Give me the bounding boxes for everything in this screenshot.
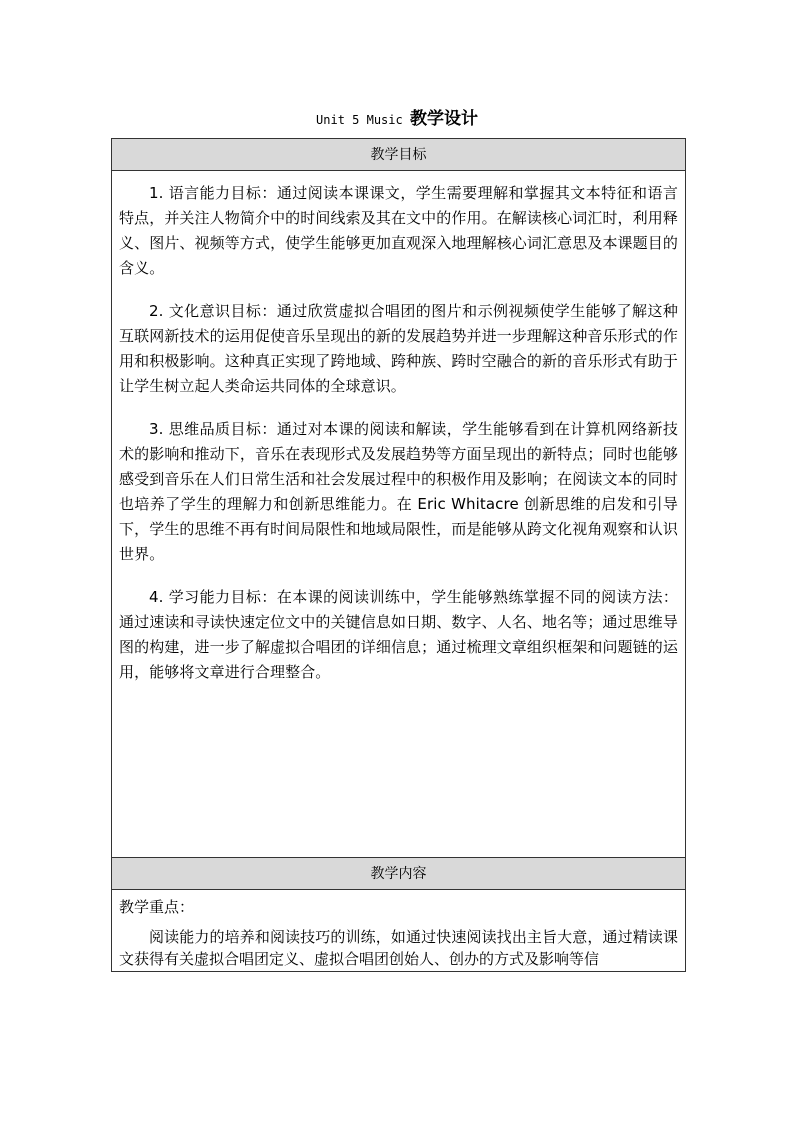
- objectives-cell: [112, 171, 685, 857]
- objectives-header: 教学目标: [112, 139, 685, 171]
- key-points-label: 教学重点：: [119, 898, 195, 916]
- content-cell: [112, 890, 685, 972]
- document-title: [0, 107, 794, 131]
- objective-thinking: 3. 思维品质目标：通过对本课的阅读和解读，学生能够看到在计算机网络新技术的影响和推动下，音乐在表现形式及发展趋势等方面呈现出的新特点；同时也能够感受到音乐在人们日常生活和社会发展过程中的积极作用及影响；在阅读文本的同时也培养了学生的理解力和创新思维能力。在 Eric Whitacre 创新思维的启发和引导下，学生的思维不再有时间局限性和地域局限性，而是能够从跨文化视角观察和认识世界。: [119, 420, 678, 563]
- key-points-text: 阅读能力的培养和阅读技巧的训练，如通过快速阅读找出主旨大意，通过精读课文获得有关虚拟合唱团定义、虚拟合唱团创始人、创办的方式及影响等信: [119, 928, 678, 968]
- objective-learning: 4. 学习能力目标：在本课的阅读训练中，学生能够熟练掌握不同的阅读方法：通过速读和寻读快速定位文中的关键信息如日期、数字、人名、地名等；通过思维导图的构建，进一步了解虚拟合唱团的详细信息；通过梳理文章组织框架和问题链的运用，能够将文章进行合理整合。: [119, 588, 678, 681]
- objective-language: 1. 语言能力目标：通过阅读本课课文，学生需要理解和掌握其文本特征和语言特点，并关注人物简介中的时间线索及其在文中的作用。在解读核心词汇时，利用释义、图片、视频等方式，使学生能够更加直观深入地理解核心词汇意思及本课题目的含义。: [119, 184, 678, 277]
- content-header: 教学内容: [112, 857, 685, 890]
- objective-culture: 2. 文化意识目标：通过欣赏虚拟合唱团的图片和示例视频使学生能够了解这种互联网新技术的运用促使音乐呈现出的新的发展趋势并进一步理解这种音乐形式的作用和积极影响。这种真正实现了跨地域、跨种族、跨时空融合的新的音乐形式有助于让学生树立起人类命运共同体的全球意识。: [119, 302, 678, 395]
- title-prefix: Unit 5 Music: [316, 113, 410, 127]
- title-main: 教学设计: [409, 109, 478, 129]
- lesson-plan-table: [111, 138, 686, 972]
